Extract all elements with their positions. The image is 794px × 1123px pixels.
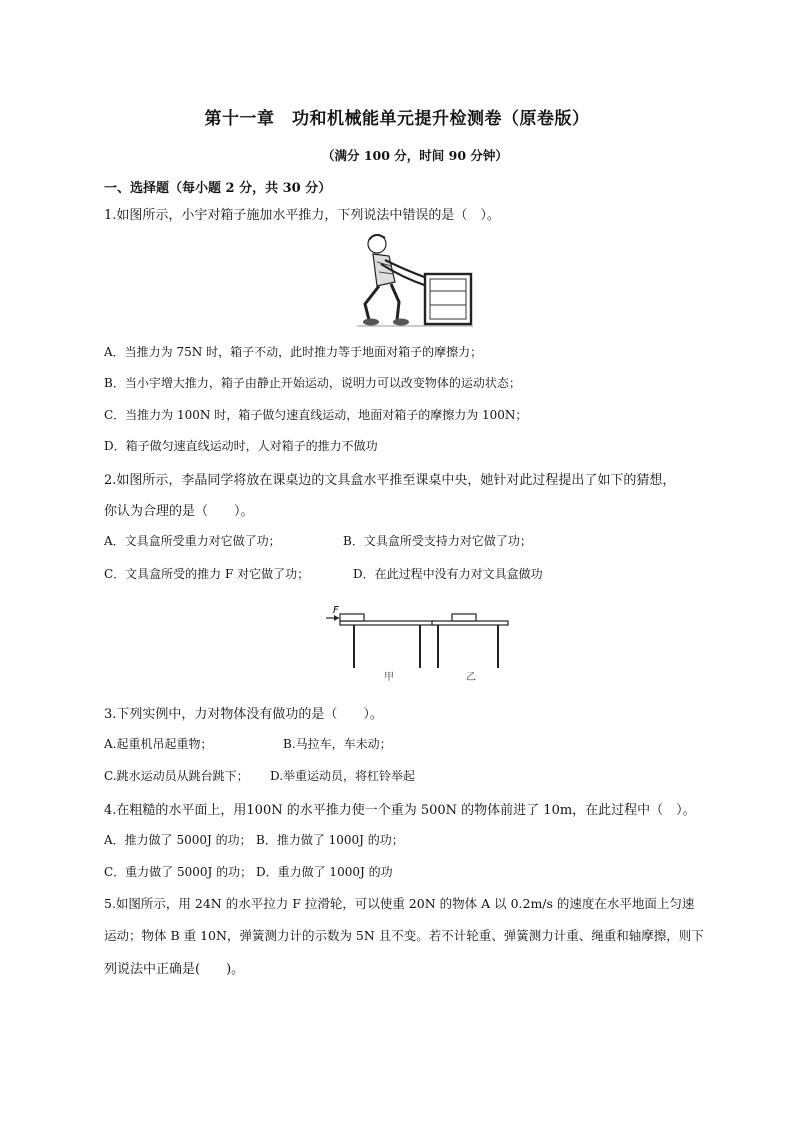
q5-stem-line1: 5.如图所示，用 24N 的水平拉力 F 拉滑轮，可以使重 20N 的物体 A 以 0.2m/s 的速度在水平地面上匀速 xyxy=(104,896,695,911)
q4-option-c: C．重力做了 5000J 的功； xyxy=(104,865,253,879)
left-desk-label: 甲 xyxy=(384,672,394,683)
q3-stem: 3.下列实例中，力对物体没有做功的是（ ）。 xyxy=(104,707,383,722)
q4-option-d: D．重力做了 1000J 的功 xyxy=(256,865,393,879)
section-heading: 一、选择题（每小题 2 分，共 30 分） xyxy=(104,181,332,196)
q5-stem-line2: 运动；物体 B 重 10N，弹簧测力计的示数为 5N 且不变。若不计轮重、弹簧测力计重、绳重和轴摩擦，则下 xyxy=(104,928,704,943)
q4-option-a: A．推力做了 5000J 的功； xyxy=(104,833,252,847)
desk-figure xyxy=(320,604,510,686)
force-f-label: F xyxy=(333,605,339,616)
q4-stem: 4.在粗糙的水平面上，用100N 的水平推力使一个重为 500N 的物体前进了 10m，在此过程中（ ）。 xyxy=(104,803,696,818)
q3-option-a: A.起重机吊起重物； xyxy=(104,737,213,751)
q2-option-c: C．文具盒所受的推力 F 对它做了功； xyxy=(104,567,310,581)
q3-option-b: B.马拉车，车未动； xyxy=(283,737,392,751)
q1-option-b: B．当小宇增大推力，箱子由静止开始运动，说明力可以改变物体的运动状态； xyxy=(104,376,521,390)
page-title: 第十一章 功和机械能单元提升检测卷（原卷版） xyxy=(204,109,590,129)
q1-option-a: A．当推力为 75N 时，箱子不动，此时推力等于地面对箱子的摩擦力； xyxy=(104,345,483,359)
q2-option-d: D．在此过程中没有力对文具盒做功 xyxy=(353,567,543,581)
q3-option-c: C.跳水运动员从跳台跳下； xyxy=(104,769,249,783)
q1-stem: 1.如图所示，小宇对箱子施加水平推力，下列说法中错误的是（ ）。 xyxy=(104,208,500,223)
boy-pushing-box-figure xyxy=(355,228,475,330)
right-desk-label: 乙 xyxy=(466,672,476,683)
q5-stem-line3: 列说法中正确是( )。 xyxy=(104,962,245,977)
page-subtitle: （满分 100 分，时间 90 分钟） xyxy=(322,148,508,163)
q3-option-d: D.举重运动员，将杠铃举起 xyxy=(270,769,416,783)
q2-stem-line2: 你认为合理的是（ ）。 xyxy=(104,504,254,519)
q2-stem-line1: 2.如图所示，李晶同学将放在课桌边的文具盒水平推至课桌中央，她针对此过程提出了如下的猜想， xyxy=(104,473,676,488)
q4-option-b: B．推力做了 1000J 的功； xyxy=(256,833,404,847)
q1-option-c: C．当推力为 100N 时，箱子做匀速直线运动，地面对箱子的摩擦力为 100N； xyxy=(104,408,528,422)
q1-option-d: D．箱子做匀速直线运动时，人对箱子的推力不做功 xyxy=(104,439,378,453)
q2-option-b: B．文具盒所受支持力对它做了功； xyxy=(343,534,532,548)
q2-option-a: A．文具盒所受重力对它做了功； xyxy=(104,534,281,548)
